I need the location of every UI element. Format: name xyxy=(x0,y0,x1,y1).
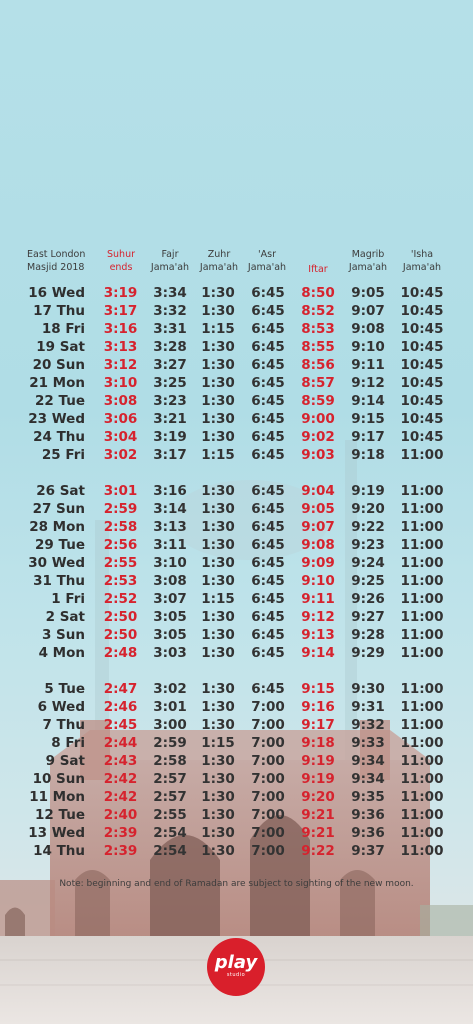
row-zuhr: 1:30 xyxy=(201,771,235,787)
row-asr: 6:45 xyxy=(251,483,285,499)
table-row xyxy=(0,374,473,392)
row-fajr: 3:27 xyxy=(153,357,187,373)
table-row xyxy=(0,806,473,824)
row-iftar: 9:21 xyxy=(301,807,335,823)
row-day: 1 Fri xyxy=(51,591,85,607)
org-title: East London Masjid 2018 xyxy=(27,249,86,273)
row-asr: 7:00 xyxy=(251,807,285,823)
row-fajr: 2:54 xyxy=(153,843,187,859)
row-iftar: 9:03 xyxy=(301,447,335,463)
row-iftar: 9:16 xyxy=(301,699,335,715)
row-isha: 11:00 xyxy=(400,699,444,715)
row-magrib: 9:15 xyxy=(351,411,385,427)
row-asr: 6:45 xyxy=(251,591,285,607)
row-day: 4 Mon xyxy=(38,645,85,661)
row-suhur: 3:16 xyxy=(103,321,138,337)
row-iftar: 8:53 xyxy=(301,321,335,337)
row-suhur: 2:52 xyxy=(103,591,138,607)
table-row xyxy=(0,320,473,338)
row-day: 16 Wed xyxy=(28,285,85,301)
row-asr: 7:00 xyxy=(251,789,285,805)
row-iftar: 9:10 xyxy=(301,573,335,589)
row-fajr: 3:19 xyxy=(153,429,187,445)
table-row xyxy=(0,338,473,356)
row-day: 20 Sun xyxy=(32,357,85,373)
row-asr: 6:45 xyxy=(251,285,285,301)
row-iftar: 9:22 xyxy=(301,843,335,859)
row-magrib: 9:34 xyxy=(351,771,385,787)
table-row xyxy=(0,788,473,806)
row-suhur: 2:50 xyxy=(103,609,138,625)
row-suhur: 3:06 xyxy=(103,411,138,427)
table-row xyxy=(0,284,473,302)
row-day: 6 Wed xyxy=(37,699,85,715)
row-asr: 6:45 xyxy=(251,519,285,535)
row-asr: 6:45 xyxy=(251,339,285,355)
row-asr: 6:45 xyxy=(251,447,285,463)
row-iftar: 9:12 xyxy=(301,609,335,625)
row-magrib: 9:18 xyxy=(351,447,385,463)
row-day: 8 Fri xyxy=(51,735,85,751)
row-zuhr: 1:30 xyxy=(201,429,235,445)
row-suhur: 2:42 xyxy=(103,771,138,787)
row-suhur: 2:39 xyxy=(103,825,138,841)
row-zuhr: 1:15 xyxy=(201,447,235,463)
row-suhur: 2:46 xyxy=(103,699,138,715)
row-iftar: 9:13 xyxy=(301,627,335,643)
row-day: 30 Wed xyxy=(28,555,85,571)
table-row xyxy=(0,572,473,590)
row-fajr: 2:58 xyxy=(153,753,187,769)
row-isha: 11:00 xyxy=(400,519,444,535)
isha-header: 'Isha Jama'ah xyxy=(402,249,442,273)
row-zuhr: 1:30 xyxy=(201,555,235,571)
row-suhur: 3:04 xyxy=(103,429,138,445)
row-magrib: 9:33 xyxy=(351,735,385,751)
row-isha: 11:00 xyxy=(400,591,444,607)
row-iftar: 9:18 xyxy=(301,735,335,751)
row-fajr: 3:23 xyxy=(153,393,187,409)
row-fajr: 2:54 xyxy=(153,825,187,841)
row-magrib: 9:12 xyxy=(351,375,385,391)
row-magrib: 9:14 xyxy=(351,393,385,409)
row-magrib: 9:23 xyxy=(351,537,385,553)
ramadan-note: Note: beginning and end of Ramadan are subject to sighting of the new moon. xyxy=(59,879,414,889)
row-isha: 10:45 xyxy=(400,429,444,445)
table-row xyxy=(0,680,473,698)
timetable-header xyxy=(0,248,473,282)
row-fajr: 3:34 xyxy=(153,285,187,301)
row-isha: 10:45 xyxy=(400,411,444,427)
row-isha: 11:00 xyxy=(400,483,444,499)
row-fajr: 3:31 xyxy=(153,321,187,337)
row-iftar: 9:17 xyxy=(301,717,335,733)
row-iftar: 8:59 xyxy=(301,393,335,409)
row-day: 25 Fri xyxy=(41,447,85,463)
row-suhur: 3:17 xyxy=(103,303,138,319)
row-suhur: 2:58 xyxy=(103,519,138,535)
row-asr: 7:00 xyxy=(251,735,285,751)
row-iftar: 9:11 xyxy=(301,591,335,607)
play-studio-logo xyxy=(207,938,265,996)
row-suhur: 2:45 xyxy=(103,717,138,733)
row-day: 5 Tue xyxy=(44,681,85,697)
row-isha: 11:00 xyxy=(400,789,444,805)
table-row xyxy=(0,446,473,464)
row-zuhr: 1:30 xyxy=(201,303,235,319)
row-suhur: 3:12 xyxy=(103,357,138,373)
row-fajr: 3:00 xyxy=(153,717,187,733)
row-isha: 11:00 xyxy=(400,807,444,823)
row-fajr: 3:16 xyxy=(153,483,187,499)
row-suhur: 3:02 xyxy=(103,447,138,463)
row-isha: 11:00 xyxy=(400,753,444,769)
row-iftar: 9:02 xyxy=(301,429,335,445)
table-row xyxy=(0,518,473,536)
row-iftar: 9:00 xyxy=(301,411,335,427)
row-iftar: 9:20 xyxy=(301,789,335,805)
row-asr: 6:45 xyxy=(251,573,285,589)
row-fajr: 3:17 xyxy=(153,447,187,463)
table-row xyxy=(0,698,473,716)
row-asr: 6:45 xyxy=(251,375,285,391)
row-iftar: 9:09 xyxy=(301,555,335,571)
row-asr: 6:45 xyxy=(251,627,285,643)
row-zuhr: 1:30 xyxy=(201,807,235,823)
row-iftar: 9:14 xyxy=(301,645,335,661)
row-suhur: 2:44 xyxy=(103,735,138,751)
row-zuhr: 1:30 xyxy=(201,375,235,391)
row-isha: 10:45 xyxy=(400,339,444,355)
row-magrib: 9:29 xyxy=(351,645,385,661)
row-day: 3 Sun xyxy=(41,627,85,643)
asr-header: 'Asr Jama'ah xyxy=(247,249,287,273)
table-row xyxy=(0,734,473,752)
row-magrib: 9:36 xyxy=(351,825,385,841)
row-fajr: 3:11 xyxy=(153,537,187,553)
row-suhur: 2:53 xyxy=(103,573,138,589)
row-isha: 10:45 xyxy=(400,321,444,337)
row-asr: 6:45 xyxy=(251,501,285,517)
row-fajr: 3:28 xyxy=(153,339,187,355)
row-day: 2 Sat xyxy=(45,609,85,625)
row-fajr: 3:05 xyxy=(153,609,187,625)
row-iftar: 8:52 xyxy=(301,303,335,319)
row-fajr: 3:01 xyxy=(153,699,187,715)
table-row xyxy=(0,590,473,608)
row-magrib: 9:08 xyxy=(351,321,385,337)
row-magrib: 9:11 xyxy=(351,357,385,373)
row-fajr: 3:05 xyxy=(153,627,187,643)
row-asr: 7:00 xyxy=(251,771,285,787)
magrib-header: Magrib Jama'ah xyxy=(348,249,388,273)
row-magrib: 9:17 xyxy=(351,429,385,445)
row-magrib: 9:25 xyxy=(351,573,385,589)
row-day: 10 Sun xyxy=(32,771,85,787)
row-isha: 11:00 xyxy=(400,825,444,841)
row-iftar: 9:07 xyxy=(301,519,335,535)
zuhr-header: Zuhr Jama'ah xyxy=(199,249,239,273)
row-suhur: 2:39 xyxy=(103,843,138,859)
row-iftar: 9:05 xyxy=(301,501,335,517)
row-day: 22 Tue xyxy=(35,393,85,409)
table-row xyxy=(0,842,473,860)
row-asr: 6:45 xyxy=(251,303,285,319)
row-day: 19 Sat xyxy=(36,339,85,355)
row-fajr: 3:07 xyxy=(153,591,187,607)
row-suhur: 3:10 xyxy=(103,375,138,391)
logo-word: play xyxy=(214,952,258,973)
row-isha: 11:00 xyxy=(400,501,444,517)
row-isha: 10:45 xyxy=(400,285,444,301)
row-suhur: 2:50 xyxy=(103,627,138,643)
row-zuhr: 1:30 xyxy=(201,519,235,535)
row-fajr: 3:25 xyxy=(153,375,187,391)
row-iftar: 9:04 xyxy=(301,483,335,499)
suhur-header: Suhur ends xyxy=(107,249,135,273)
row-suhur: 2:59 xyxy=(103,501,138,517)
row-asr: 7:00 xyxy=(251,753,285,769)
row-asr: 7:00 xyxy=(251,699,285,715)
row-day: 18 Fri xyxy=(41,321,85,337)
row-isha: 11:00 xyxy=(400,771,444,787)
row-zuhr: 1:15 xyxy=(201,735,235,751)
row-asr: 6:45 xyxy=(251,357,285,373)
row-zuhr: 1:30 xyxy=(201,789,235,805)
row-asr: 7:00 xyxy=(251,843,285,859)
row-magrib: 9:20 xyxy=(351,501,385,517)
row-day: 28 Mon xyxy=(29,519,85,535)
row-day: 24 Thu xyxy=(33,429,85,445)
row-suhur: 2:40 xyxy=(103,807,138,823)
table-row xyxy=(0,428,473,446)
row-day: 17 Thu xyxy=(33,303,85,319)
table-row xyxy=(0,752,473,770)
row-asr: 6:45 xyxy=(251,681,285,697)
row-zuhr: 1:30 xyxy=(201,393,235,409)
row-fajr: 3:03 xyxy=(153,645,187,661)
row-asr: 6:45 xyxy=(251,321,285,337)
row-day: 23 Wed xyxy=(28,411,85,427)
row-asr: 6:45 xyxy=(251,609,285,625)
row-iftar: 9:08 xyxy=(301,537,335,553)
iftar-header: Iftar xyxy=(308,264,328,275)
row-fajr: 3:10 xyxy=(153,555,187,571)
row-suhur: 3:01 xyxy=(103,483,138,499)
row-isha: 11:00 xyxy=(400,627,444,643)
row-isha: 11:00 xyxy=(400,681,444,697)
row-asr: 6:45 xyxy=(251,537,285,553)
row-fajr: 3:21 xyxy=(153,411,187,427)
table-row xyxy=(0,554,473,572)
table-row xyxy=(0,410,473,428)
row-iftar: 9:15 xyxy=(301,681,335,697)
table-row xyxy=(0,302,473,320)
row-magrib: 9:07 xyxy=(351,303,385,319)
row-suhur: 2:55 xyxy=(103,555,138,571)
row-magrib: 9:10 xyxy=(351,339,385,355)
row-day: 27 Sun xyxy=(32,501,85,517)
row-iftar: 8:55 xyxy=(301,339,335,355)
row-zuhr: 1:30 xyxy=(201,717,235,733)
row-magrib: 9:28 xyxy=(351,627,385,643)
table-row xyxy=(0,536,473,554)
row-isha: 10:45 xyxy=(400,357,444,373)
row-asr: 6:45 xyxy=(251,555,285,571)
row-zuhr: 1:30 xyxy=(201,483,235,499)
row-zuhr: 1:30 xyxy=(201,357,235,373)
row-magrib: 9:34 xyxy=(351,753,385,769)
fajr-header: Fajr Jama'ah xyxy=(150,249,190,273)
row-isha: 10:45 xyxy=(400,303,444,319)
row-zuhr: 1:30 xyxy=(201,285,235,301)
table-row xyxy=(0,482,473,500)
row-day: 21 Mon xyxy=(29,375,85,391)
table-row xyxy=(0,626,473,644)
row-isha: 11:00 xyxy=(400,609,444,625)
row-fajr: 2:59 xyxy=(153,735,187,751)
row-asr: 7:00 xyxy=(251,717,285,733)
row-zuhr: 1:30 xyxy=(201,627,235,643)
row-isha: 11:00 xyxy=(400,447,444,463)
row-zuhr: 1:30 xyxy=(201,501,235,517)
table-row xyxy=(0,500,473,518)
row-zuhr: 1:30 xyxy=(201,843,235,859)
row-suhur: 3:08 xyxy=(103,393,138,409)
row-asr: 6:45 xyxy=(251,393,285,409)
row-magrib: 9:36 xyxy=(351,807,385,823)
row-zuhr: 1:30 xyxy=(201,645,235,661)
table-row xyxy=(0,644,473,662)
row-zuhr: 1:30 xyxy=(201,411,235,427)
row-magrib: 9:32 xyxy=(351,717,385,733)
row-zuhr: 1:15 xyxy=(201,591,235,607)
table-row xyxy=(0,716,473,734)
row-suhur: 2:43 xyxy=(103,753,138,769)
row-day: 9 Sat xyxy=(45,753,85,769)
row-zuhr: 1:30 xyxy=(201,681,235,697)
row-iftar: 9:19 xyxy=(301,771,335,787)
row-isha: 11:00 xyxy=(400,843,444,859)
row-fajr: 2:55 xyxy=(153,807,187,823)
row-day: 14 Thu xyxy=(33,843,85,859)
row-isha: 11:00 xyxy=(400,573,444,589)
row-asr: 6:45 xyxy=(251,645,285,661)
row-zuhr: 1:30 xyxy=(201,573,235,589)
row-day: 26 Sat xyxy=(36,483,85,499)
row-asr: 7:00 xyxy=(251,825,285,841)
row-asr: 6:45 xyxy=(251,411,285,427)
row-magrib: 9:19 xyxy=(351,483,385,499)
table-row xyxy=(0,824,473,842)
row-magrib: 9:26 xyxy=(351,591,385,607)
row-zuhr: 1:30 xyxy=(201,339,235,355)
row-day: 29 Tue xyxy=(35,537,85,553)
row-fajr: 3:32 xyxy=(153,303,187,319)
row-magrib: 9:05 xyxy=(351,285,385,301)
row-day: 12 Tue xyxy=(35,807,85,823)
row-iftar: 9:19 xyxy=(301,753,335,769)
row-fajr: 3:13 xyxy=(153,519,187,535)
row-isha: 11:00 xyxy=(400,537,444,553)
row-magrib: 9:30 xyxy=(351,681,385,697)
row-fajr: 3:08 xyxy=(153,573,187,589)
row-magrib: 9:35 xyxy=(351,789,385,805)
row-isha: 11:00 xyxy=(400,735,444,751)
table-row xyxy=(0,356,473,374)
row-suhur: 3:13 xyxy=(103,339,138,355)
row-magrib: 9:37 xyxy=(351,843,385,859)
row-iftar: 8:57 xyxy=(301,375,335,391)
row-asr: 6:45 xyxy=(251,429,285,445)
row-iftar: 8:56 xyxy=(301,357,335,373)
row-magrib: 9:24 xyxy=(351,555,385,571)
row-isha: 11:00 xyxy=(400,645,444,661)
table-row xyxy=(0,392,473,410)
row-zuhr: 1:30 xyxy=(201,609,235,625)
row-zuhr: 1:30 xyxy=(201,537,235,553)
row-magrib: 9:22 xyxy=(351,519,385,535)
row-zuhr: 1:30 xyxy=(201,753,235,769)
row-suhur: 2:47 xyxy=(103,681,138,697)
row-suhur: 2:56 xyxy=(103,537,138,553)
row-zuhr: 1:30 xyxy=(201,825,235,841)
row-isha: 10:45 xyxy=(400,393,444,409)
row-fajr: 2:57 xyxy=(153,789,187,805)
row-isha: 11:00 xyxy=(400,717,444,733)
row-magrib: 9:31 xyxy=(351,699,385,715)
row-suhur: 2:48 xyxy=(103,645,138,661)
row-day: 13 Wed xyxy=(28,825,85,841)
table-row xyxy=(0,608,473,626)
row-fajr: 3:14 xyxy=(153,501,187,517)
logo-sub: studio xyxy=(226,972,246,978)
row-zuhr: 1:15 xyxy=(201,321,235,337)
row-suhur: 2:42 xyxy=(103,789,138,805)
row-day: 11 Mon xyxy=(29,789,85,805)
table-row xyxy=(0,770,473,788)
row-fajr: 2:57 xyxy=(153,771,187,787)
row-isha: 10:45 xyxy=(400,375,444,391)
row-iftar: 8:50 xyxy=(301,285,335,301)
row-day: 7 Thu xyxy=(42,717,85,733)
row-isha: 11:00 xyxy=(400,555,444,571)
row-magrib: 9:27 xyxy=(351,609,385,625)
row-fajr: 3:02 xyxy=(153,681,187,697)
row-iftar: 9:21 xyxy=(301,825,335,841)
row-suhur: 3:19 xyxy=(103,285,138,301)
row-day: 31 Thu xyxy=(33,573,85,589)
row-zuhr: 1:30 xyxy=(201,699,235,715)
